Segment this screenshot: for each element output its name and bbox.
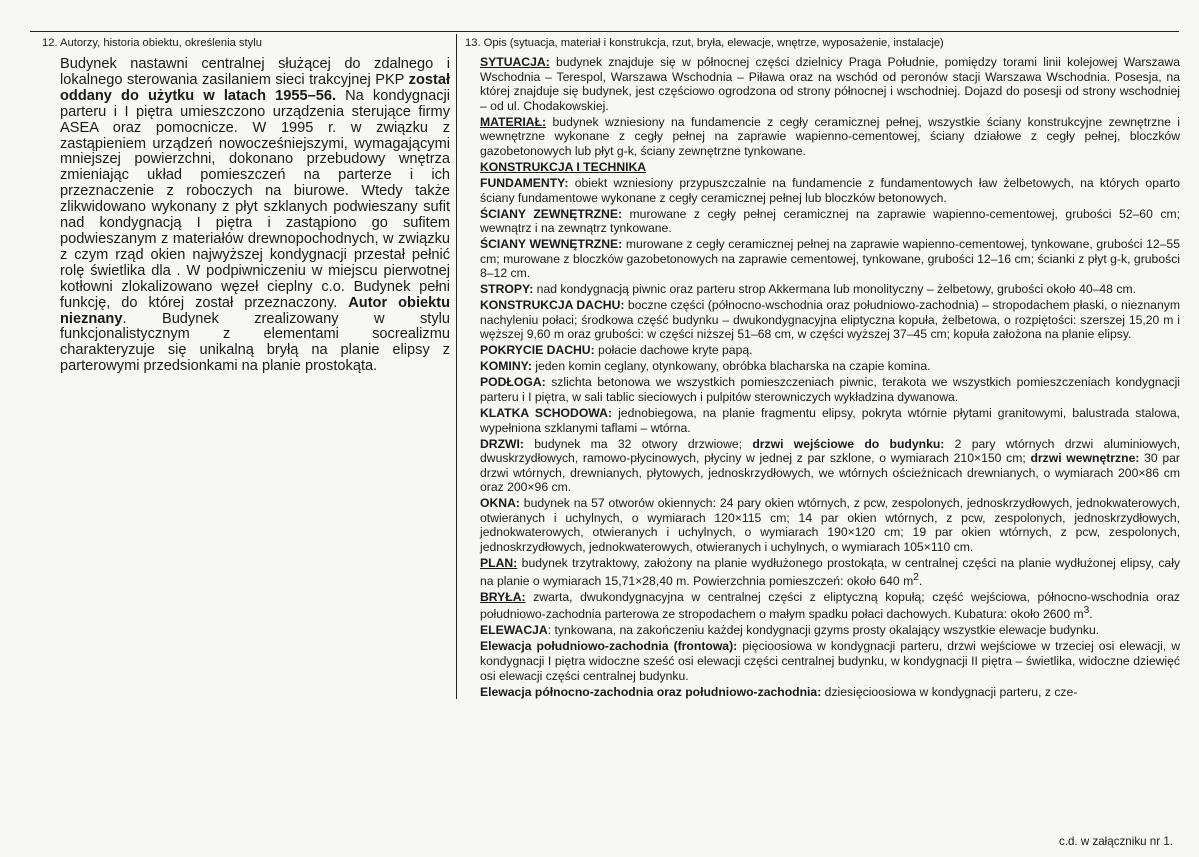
fundamenty-paragraph: [480, 176, 1180, 205]
stropy-paragraph: [480, 282, 1180, 297]
drzwi-text: 2 pary wtórnych drzwi aluminiowych, dwuskrzydłowych, ramowo-płycinowych, płyciny w jednej z par szklone, o wymiarach 210×150 cm;: [480, 436, 1181, 466]
kominy-label: KOMINY:: [480, 359, 532, 374]
konstrukcja-label: KONSTRUKCJA I TECHNIKA: [480, 159, 647, 174]
elewacja-pn-zach-paragraph: [480, 685, 1180, 700]
fundamenty-label: FUNDAMENTY:: [480, 175, 569, 190]
konstrukcja-dachu-text: boczne części (północno-wschodnia oraz południowo-zachodnia) – stropodachem płaski, o nieznanym nachyleniu połaci; środkowa część budynku – dwukondygnacyjna eliptyczna kopuła, żelbetowa, o rozpiętości: szerszej 15,20 m i węższej 9,60 m oraz grubości: w części niższej 51–68 cm, w części wyższej 37–45 cm; kopuła założona na planie elipsy.: [480, 298, 1180, 342]
description-section-header: 13. Opis (sytuacja, materiał i konstrukcja, rzut, bryła, elewacje, wnętrze, wyposażenie, instalacje): [465, 37, 944, 49]
bryla-paragraph: BRYŁA: zwarta, dwukondygnacyjna w centralnej części z eliptyczną kopułą; część wejściowa, północno-wschodnia oraz południowo-zachodnia parterowa ze stropodachem o małym spadku połaci dachowych. Kubatura: około 2600 $m^3$.: [480, 589, 1180, 622]
kominy-text: jeden komin ceglany, otynkowany, obróbka blacharska na czapie komina.: [531, 359, 931, 374]
stropy-text: nad kondygnacją piwnic oraz parteru strop Akkermana lub monolityczny – żelbetowy, grubości około 40–48 cm.: [533, 282, 1136, 297]
sciany-zewnetrzne-paragraph: [480, 207, 1180, 236]
sytuacja-label: SYTUACJA:: [480, 55, 550, 69]
plan-label: PLAN:: [480, 556, 518, 571]
elewacja-pd-zach-paragraph: [480, 639, 1180, 683]
bryla-label: BRYŁA:: [480, 589, 526, 604]
top-rule: [30, 31, 1179, 32]
pokrycie-dachu-text: połacie dachowe kryte papą.: [594, 343, 753, 358]
elewacja-text: : tynkowana, na zakończeniu każdej kondygnacji gzyms prosty okalający wszystkie elewacje budynku.: [547, 623, 1100, 638]
author-unknown-emphasis: Autor obiektu nieznany: [60, 294, 451, 327]
drzwi-text: 30 par drzwi wtórnych, drewnianych, płytowych, jednoskrzydłowych, we wtórnych ościeżnicach drewnianych, o wymiarach 200×86 cm oraz 200×96 cm.: [480, 451, 1180, 495]
podloga-label: PODŁOGA:: [480, 375, 546, 390]
history-text: [60, 57, 450, 375]
konstrukcja-dachu-paragraph: [480, 298, 1180, 342]
area-unit-superscript: 2: [913, 571, 919, 583]
history-section-header: 12. Autorzy, historia obiektu, określenia stylu: [42, 37, 262, 49]
sciany-zewnetrzne-label: ŚCIANY ZEWNĘTRZNE:: [480, 206, 623, 221]
continuation-note: c.d. w załączniku nr 1.: [1058, 835, 1173, 848]
okna-label: OKNA:: [480, 496, 520, 511]
material-label: MATERIAŁ:: [480, 114, 547, 129]
volume-unit-superscript: 3: [1083, 605, 1090, 617]
bryla-text: zwarta, dwukondygnacyjna w centralnej części z eliptyczną kopułą; część wejściowa, północno-wschodnia oraz południowo-zachodnia parterowa ze stropodachem o małym spadku połaci dachowych. Kubatura: około 2600 m: [480, 589, 1180, 622]
plan-text: budynek trzytraktowy, założony na planie wydłużonego prostokąta, w centralnej części na planie wydłużonej elipsy, cały na planie o wymiarach 15,71×28,40 m. Powierzchnia pomieszczeń: około 640 m: [480, 556, 1180, 588]
pokrycie-dachu-paragraph: [480, 343, 1180, 358]
klatka-schodowa-paragraph: [480, 406, 1180, 435]
drzwi-paragraph: [480, 437, 1180, 495]
stropy-label: STROPY:: [480, 282, 534, 297]
sciany-wewnetrzne-label: ŚCIANY WEWNĘTRZNE:: [480, 237, 623, 252]
plan-paragraph: PLAN: budynek trzytraktowy, założony na planie wydłużonego prostokąta, w centralnej części na planie wydłużonej elipsy, cały na planie o wymiarach 15,71×28,40 m. Powierzchnia pomieszczeń: około 640 $m^2$.: [480, 556, 1180, 588]
sytuacja-paragraph: [480, 55, 1180, 113]
material-text: budynek wzniesiony na fundamencie z cegły ceramicznej pełnej, wszystkie ściany konstrukcyjne zewnętrzne i wewnętrzne wykonane z cegły pełnej na zaprawie wapienno-cementowej, ściany działowe z cegły pełnej, bloczków gazobetonowych lub płyt g-k, ściany zewnętrzne tynkowane.: [480, 114, 1180, 158]
description-column: [456, 34, 1181, 699]
kominy-paragraph: [480, 359, 1180, 374]
drzwi-wejsciowe-label: drzwi wejściowe do budynku:: [752, 436, 945, 451]
drzwi-text: budynek ma 32 otwory drzwiowe;: [524, 436, 753, 451]
sciany-wewnetrzne-paragraph: [480, 237, 1180, 281]
material-paragraph: [480, 115, 1180, 159]
okna-text: budynek na 57 otworów okiennych: 24 pary okien wtórnych, z pcw, zespolonych, jednoskrzydłowych, jednokwaterowych, otwieranych i uchylnych, o wymiarach 120×115 cm; 14 par okien wtórnych, z pcw, zespolonych, jednoskrzydłowych, jednokwaterowych, otwieranych i uchylnych, o wymiarach 190×120 cm; 19 par okien wtórnych, z pcw, zespolonych, jednoskrzydłowych, jednokwaterowych, otwieranych i uchylnych, o wymiarach 105×110 cm.: [480, 496, 1180, 555]
klatka-schodowa-text: jednobiegowa, na planie fragmentu elipsy, pokryta wtórnie płytami granitowymi, balustrada stalowa, wypełniona szklanymi taflami – wtórna.: [480, 405, 1181, 435]
drzwi-wewnetrzne-label: drzwi wewnętrzne:: [1030, 451, 1140, 466]
sciany-wewnetrzne-text: murowane z cegły ceramicznej pełnej na zaprawie wapienno-cementowej, tynkowane, grubości 12–55 cm; murowane z bloczków gazobetonowych na zaprawie cementowej, tynkowane, grubości 12–16 cm; ścianki z płyt g-k, grubości 8–12 cm.: [480, 237, 1180, 281]
pokrycie-dachu-label: POKRYCIE DACHU:: [480, 343, 595, 358]
fundamenty-text: obiekt wzniesiony przypuszczalnie na fundamencie z fundamentowych ław żelbetowych, na których oparto ściany fundamentowe wykonane z cegły ceramicznej pełnej lub bloczków betonowych.: [480, 175, 1180, 205]
podloga-text: szlichta betonowa we wszystkich pomieszczeniach piwnic, terakota we wszystkich pomieszczeniach kondygnacji parteru i I piętra, w sali tablic sieciowych i pulpitów sterowniczych wykładzina dywanowa.: [480, 375, 1180, 404]
elewacja-paragraph: [480, 623, 1180, 638]
sytuacja-text: budynek znajduje się w północnej części dzielnicy Praga Południe, pomiędzy torami linii kolejowej Warszawa Wschodnia – Terespol, Warszawa Wschodnia – Piława oraz na wschód od peronów stacji Warszawa Wschodnia. Posesja, na której znajduje się budynek, jest częściowo ogrodzona od strony północnej i wschodniej. Dojazd do posesji od strony wschodniej – od ul. Chodakowskiej.: [480, 55, 1180, 113]
konstrukcja-dachu-label: KONSTRUKCJA DACHU:: [480, 298, 625, 313]
elewacja-label: ELEWACJA: [480, 623, 548, 638]
elewacja-pd-zach-text: pięcioosiowa w kondygnacji parteru, drzwi wejściowe w trzeciej osi elewacji, w kondygnacji I piętra widoczne sześć osi elewacji części centralnej budynku, w kondygnacji II piętra – świetlika, widoczne dziewięć osi elewacji części centralnej budynku.: [480, 639, 1180, 683]
history-column: [30, 34, 456, 375]
elewacja-pn-zach-text: dziesięcioosiowa w kondygnacji parteru, z cze-: [821, 684, 1078, 699]
konstrukcja-heading: [480, 160, 1180, 175]
description-text: [480, 55, 1180, 699]
completion-date-emphasis: został oddany do użytku w latach 1955–56.: [60, 71, 450, 104]
history-text-part: Na kondygnacji parteru i I piętra umieszczono urządzenia sterujące firmy ASEA oraz pomocnicze. W 1995 r. w związku z zastąpieniem urządzeń nowocześniejszymi, wymagającymi mniejszej powierzchni, dokonano przebudowy wnętrza zmieniając układ pomieszczeń na parterze i ich przeznaczenie z roboczych na biurowe. Wtedy także zlikwidowano wykonany z płyt szklanych podwieszany sufit nad kondygnacją I piętra i zastąpiono go sufitem podwieszanym z materiałów drewnopochodnych, w związku z czym rząd okien najwyższej kondygnacji przestał pełnić rolę świetlika dla . W podpiwniczeniu w miejscu pierwotnej kotłowni zlokalizowano węzeł cieplny c.o. Budynek pełni funkcję, do której został przeznaczony.: [60, 87, 450, 311]
sciany-zewnetrzne-text: murowane z cegły pełnej ceramicznej na zaprawie wapienno-cementowej, grubości 52–60 cm; wewnątrz i na zewnątrz tynkowane.: [480, 206, 1180, 236]
klatka-schodowa-label: KLATKA SCHODOWA:: [480, 405, 613, 420]
podloga-paragraph: [480, 375, 1180, 404]
elewacja-pd-zach-label: Elewacja południowo-zachodnia (frontowa):: [480, 639, 738, 654]
history-text-part: . Budynek zrealizowany w stylu funkcjonalistycznym z elementami socrealizmu charakteryzuje się unikalną bryłą na planie elipsy z parterowymi przedsionkami na planie prostokąta.: [60, 310, 450, 375]
okna-paragraph: [480, 496, 1180, 554]
history-text-part: Budynek nastawni centralnej służącej do zdalnego i lokalnego sterowania zasilaniem sieci trakcyjnej PKP: [60, 56, 450, 88]
elewacja-pn-zach-label: Elewacja północno-zachodnia oraz południowo-zachodnia:: [480, 684, 822, 699]
drzwi-label: DRZWI:: [480, 436, 524, 451]
